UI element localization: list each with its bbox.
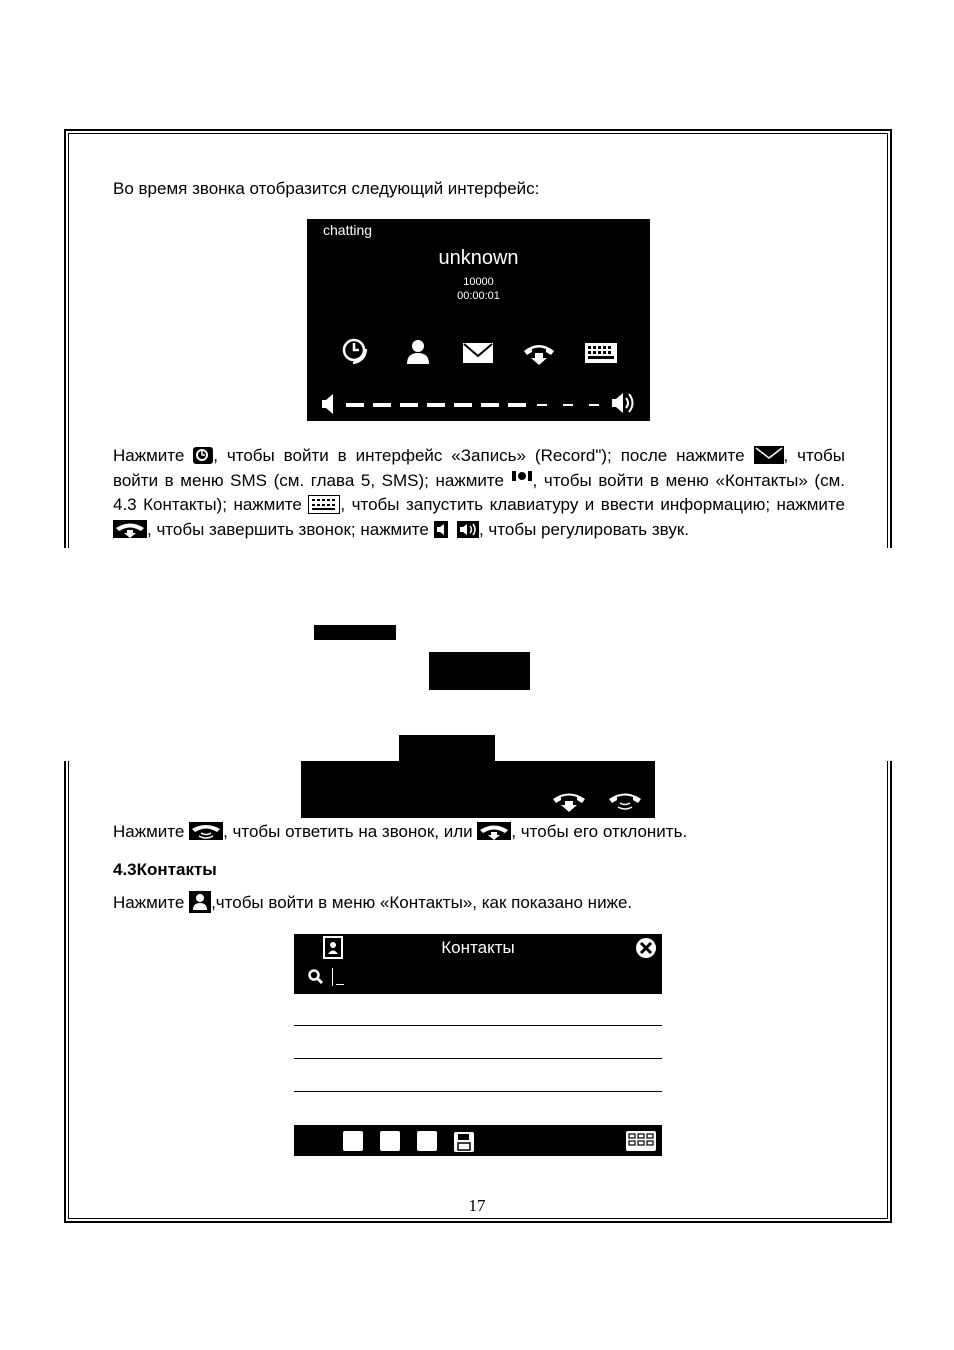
section-heading: 4.3Контакты	[113, 860, 217, 879]
reject-call-icon	[477, 822, 511, 840]
toolbar-blank-button[interactable]	[380, 1131, 400, 1151]
redacted-block	[429, 652, 530, 690]
volume-segment	[400, 403, 418, 407]
caller-number: 10000	[463, 276, 494, 288]
redacted-block	[314, 625, 396, 640]
answer-call-icon	[189, 822, 223, 840]
search-cursor	[336, 984, 344, 985]
volume-up-icon[interactable]	[611, 392, 637, 416]
volume-up-icon	[457, 521, 479, 538]
volume-segment	[508, 403, 526, 407]
call-screen	[307, 219, 650, 421]
keypad-grid-icon[interactable]	[625, 1130, 657, 1152]
volume-down-icon	[434, 521, 448, 538]
caller-name: unknown	[438, 247, 519, 269]
redacted-block	[399, 735, 495, 763]
hang-up-icon[interactable]	[522, 340, 556, 366]
page-number: 17	[468, 1196, 486, 1215]
volume-segment	[454, 403, 472, 407]
contacts-person-icon	[189, 891, 211, 913]
search-icon	[307, 968, 325, 986]
sms-envelope-icon[interactable]	[462, 341, 494, 365]
toolbar-new-contact-button[interactable]	[343, 1131, 363, 1151]
list-divider	[294, 1058, 662, 1059]
volume-down-icon[interactable]	[321, 393, 335, 415]
sms-envelope-icon	[754, 446, 784, 464]
call-status: chatting	[323, 222, 373, 238]
volume-segment-empty	[589, 404, 599, 406]
list-divider	[294, 1025, 662, 1026]
contacts-person-icon	[511, 471, 533, 489]
contacts-description: Нажмите ,чтобы войти в меню «Контакты», как показано ниже.	[113, 893, 633, 912]
contacts-title: Контакты	[441, 938, 515, 957]
contacts-person-icon[interactable]	[404, 338, 432, 366]
contacts-header	[294, 934, 662, 994]
volume-segment-empty	[563, 404, 573, 406]
keyboard-icon[interactable]	[584, 342, 618, 364]
volume-segment	[427, 403, 445, 407]
answer-description: Нажмите , чтобы ответить на звонок, или , чтобы его отклонить.	[113, 822, 688, 841]
volume-segment	[373, 403, 391, 407]
toolbar-more-button[interactable]	[417, 1131, 437, 1151]
call-controls-description: Нажмите , чтобы войти в интерфейс «Запись» (Record"); после нажмите , чтобы войти в меню SMS (см. глава 5, SMS); нажмите , чтобы войти в меню «Контакты» (см. 4.3 Контакты); нажмите , чтобы запустить клавиатуру и ввести информацию; нажмите , чтобы завершить звонок; нажмите , чтобы регулировать звук.	[113, 446, 845, 539]
reject-call-icon[interactable]	[551, 789, 587, 813]
record-clock-icon	[193, 447, 213, 464]
contacts-list	[294, 994, 662, 1125]
record-clock-icon[interactable]	[341, 337, 371, 367]
volume-segment	[346, 403, 364, 407]
volume-segment-empty	[537, 404, 547, 406]
call-timer: 00:00:01	[457, 290, 500, 302]
intro-text: Во время звонка отобразится следующий интерфейс:	[113, 179, 540, 198]
keyboard-icon	[308, 495, 340, 514]
volume-segment	[481, 403, 499, 407]
incoming-call-screen	[301, 761, 655, 818]
list-divider	[294, 1091, 662, 1092]
answer-call-icon[interactable]	[607, 789, 643, 813]
close-icon[interactable]	[634, 936, 658, 960]
hang-up-icon	[113, 520, 147, 538]
save-icon[interactable]	[453, 1131, 475, 1153]
search-input[interactable]	[332, 968, 333, 986]
